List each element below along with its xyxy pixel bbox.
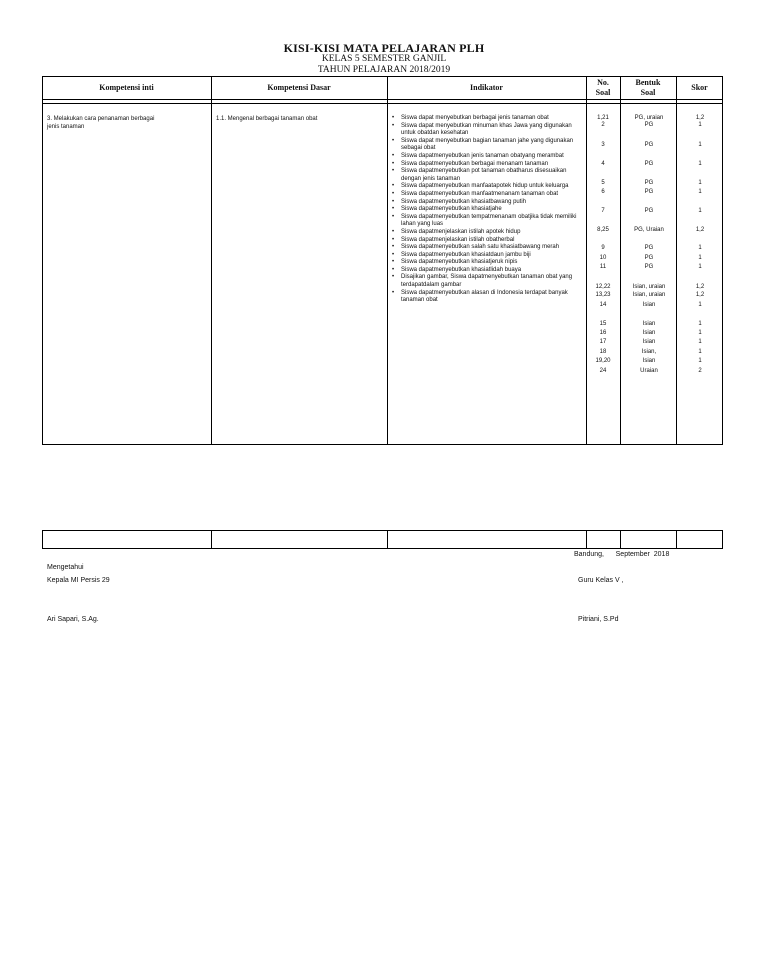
indikator-list — [391, 115, 583, 305]
skor-cell: 1 — [698, 208, 702, 214]
no-soal-cell: 16 — [599, 330, 607, 336]
no-soal-cell: 1,21 — [597, 115, 609, 121]
skor-cell: 1 — [698, 142, 702, 148]
skor-cell: 1 — [698, 330, 702, 336]
no-soal-cell: 2 — [601, 122, 605, 128]
bentuk-soal-cell: Isian — [642, 358, 656, 364]
indikator-item: • Siswa dapatmenyebutkan salah satu khasiatbawang merah — [391, 244, 583, 252]
indikator-item: • Siswa dapatmenyebutkan khasiatlidah buaya — [391, 267, 583, 275]
bentuk-soal-cell: PG — [644, 142, 654, 148]
no-soal-cell: 13,23 — [595, 292, 611, 298]
header-kompetensi-dasar: Kompetensi Dasar — [267, 83, 331, 92]
bentuk-soal-cell: Isian — [642, 321, 656, 327]
skor-cell: 1 — [698, 245, 702, 251]
column-divider — [586, 530, 587, 549]
indikator-item: • Siswa dapatmenyebutkan jenis tanaman obatyang merambat — [391, 153, 583, 161]
indikator-item: • Siswa dapatmenjelaskan istilah apotek hidup — [391, 229, 583, 237]
bentuk-soal-cell: PG — [644, 245, 654, 251]
indikator-item: • Siswa dapatmenyebutkan alasan di Indonesia terdapat banyak tanaman obat — [391, 290, 583, 305]
bentuk-soal-cell: Isian, uraian — [632, 284, 666, 290]
indikator-item: • Siswa dapatmenyebutkan khasiatjeruk nipis — [391, 259, 583, 267]
indikator-item: • Siswa dapatmenyebutkan berbagai menanam tanaman — [391, 161, 583, 169]
no-soal-cell: 14 — [599, 302, 607, 308]
skor-cell: 1 — [698, 339, 702, 345]
bentuk-soal-cell: PG — [644, 180, 654, 186]
teacher-name: Pitriani, S.Pd — [578, 616, 619, 623]
skor-cell: 1,2 — [695, 227, 705, 233]
indikator-item: • Siswa dapat menyebutkan bagian tanaman jahe yang digunakan sebagai obat — [391, 138, 583, 153]
skor-cell: 1 — [698, 189, 702, 195]
bentuk-soal-cell: PG, Uraian — [634, 227, 664, 233]
kompetensi-inti-text: 3. Melakukan cara penanaman berbagai jenis tanaman — [47, 116, 155, 130]
column-divider — [676, 530, 677, 549]
principal-role: Kepala MI Persis 29 — [47, 577, 110, 584]
no-soal-cell: 8,25 — [597, 227, 609, 233]
header-indikator: Indikator — [470, 83, 503, 92]
header-kompetensi-inti: Kompetensi inti — [99, 83, 154, 92]
column-divider — [387, 530, 388, 549]
indikator-item: • Siswa dapatmenyebutkan khasiatbawang putih — [391, 199, 583, 207]
place-date: Bandung, September 2018 — [574, 551, 670, 558]
column-divider — [586, 76, 587, 445]
column-divider — [387, 76, 388, 445]
bentuk-soal-cell: PG — [644, 161, 654, 167]
bentuk-soal-cell: PG — [644, 189, 654, 195]
no-soal-cell: 9 — [601, 245, 605, 251]
bentuk-soal-cell: PG, uraian — [634, 115, 664, 121]
header-bentuk-soal: Bentuk Soal — [635, 78, 661, 97]
indikator-item: • Siswa dapatmenyebutkan manfaatapotek hidup untuk keluarga — [391, 183, 583, 191]
header-no-soal: No. Soal — [595, 78, 611, 97]
skor-cell: 1 — [698, 321, 702, 327]
no-soal-cell: 6 — [601, 189, 605, 195]
column-divider — [620, 530, 621, 549]
skor-cell: 1 — [698, 180, 702, 186]
bentuk-soal-cell: PG — [644, 208, 654, 214]
indikator-item: • Siswa dapatmenyebutkan tempatmenanam obatjika tidak memiliki lahan yang luas — [391, 214, 583, 229]
bentuk-soal-cell: Isian — [642, 302, 656, 308]
no-soal-cell: 17 — [599, 339, 607, 345]
bentuk-soal-cell: Isian — [642, 339, 656, 345]
no-soal-cell: 3 — [601, 142, 605, 148]
skor-cell: 1,2 — [695, 292, 705, 298]
indikator-item: • Siswa dapatmenyebutkan manfaatmenanam tanaman obat — [391, 191, 583, 199]
indikator-item: • Siswa dapat menyebutkan minuman khas Jawa yang digunakan untuk obatdan kesehatan — [391, 123, 583, 138]
no-soal-cell: 19,20 — [595, 358, 611, 364]
bentuk-soal-cell: Uraian — [640, 368, 658, 374]
skor-cell: 1 — [698, 302, 702, 308]
no-soal-cell: 4 — [601, 161, 605, 167]
column-divider — [211, 530, 212, 549]
bentuk-soal-cell: PG — [644, 255, 654, 261]
indikator-item: • Siswa dapatmenyebutkan khasiatjahe — [391, 206, 583, 214]
no-soal-cell: 15 — [599, 321, 607, 327]
bentuk-soal-cell: Isian — [642, 330, 656, 336]
no-soal-cell: 7 — [601, 208, 605, 214]
bentuk-soal-cell: Isian, uraian — [632, 292, 666, 298]
academic-year: TAHUN PELAJARAN 2018/2019 — [317, 65, 451, 75]
no-soal-cell: 10 — [599, 255, 607, 261]
header-skor: Skor — [691, 83, 708, 92]
indikator-item: • Siswa dapatmenyebutkan khasiatdaun jambu biji — [391, 252, 583, 260]
skor-cell: 1 — [698, 255, 702, 261]
bentuk-soal-cell: Isian, — [641, 349, 657, 355]
kompetensi-dasar-text: 1.1. Mengenal berbagai tanaman obat — [216, 116, 318, 122]
acknowledged-label: Mengetahui — [47, 564, 84, 571]
document-subtitle: KELAS 5 SEMESTER GANJIL — [321, 54, 447, 64]
column-divider — [676, 76, 677, 445]
skor-cell: 1 — [698, 161, 702, 167]
skor-cell: 1 — [698, 122, 702, 128]
skor-cell: 1 — [698, 358, 702, 364]
no-soal-cell: 11 — [599, 264, 607, 270]
indikator-item: • Disajikan gambar, Siswa dapatmenyebutkan tanaman obat yang terdapatdalam gambar — [391, 274, 583, 289]
skor-cell: 1 — [698, 349, 702, 355]
column-divider — [620, 76, 621, 445]
skor-cell: 1,2 — [695, 284, 705, 290]
bentuk-soal-cell: PG — [644, 122, 654, 128]
principal-name: Ari Sapari, S.Ag. — [47, 616, 99, 623]
skor-cell: 2 — [698, 368, 702, 374]
no-soal-cell: 5 — [601, 180, 605, 186]
document-title: KISI-KISI MATA PELAJARAN PLH — [283, 41, 485, 55]
skor-cell: 1 — [698, 264, 702, 270]
indikator-item: • Siswa dapatmenyebutkan pot tanaman obatharus disesuaikan dengan jenis tanaman — [391, 168, 583, 183]
no-soal-cell: 18 — [599, 349, 607, 355]
indikator-item: • Siswa dapat menyebutkan berbagai jenis tanaman obat — [391, 115, 583, 123]
no-soal-cell: 24 — [599, 368, 607, 374]
bentuk-soal-cell: PG — [644, 264, 654, 270]
skor-cell: 1,2 — [695, 115, 705, 121]
teacher-role: Guru Kelas V , — [578, 577, 624, 584]
column-divider — [211, 76, 212, 445]
indikator-item: • Siswa dapatmenjelaskan istilah obatherbal — [391, 237, 583, 245]
no-soal-cell: 12,22 — [595, 284, 611, 290]
